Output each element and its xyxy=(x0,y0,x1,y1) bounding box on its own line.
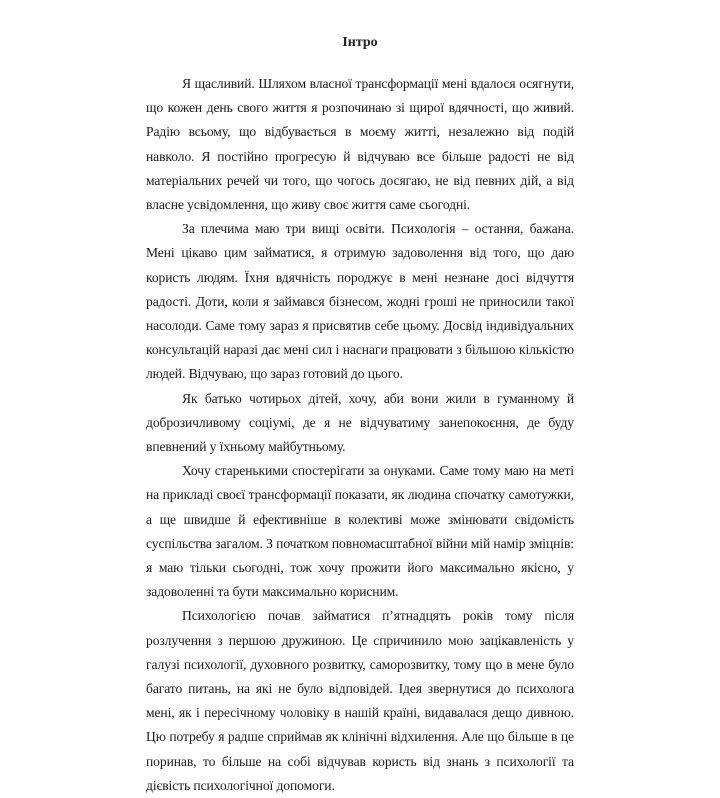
paragraph-3: Як батько чотирьох дітей, хочу, аби вони жили в гуманному й доброзичливому соціумі, де я не відчуватиму занепокоєння, де буду впевнений у їхньому майбутньому. xyxy=(146,390,574,455)
paragraph-2: За плечима маю три вищі освіти. Психологія – остання, бажана. Мені цікаво цим займатися, я отримую задоволення від того, що даю користь людям. Їхня вдячність породжує в мені незнане досі відчуття радості. Доти, коли я займався бізнесом, жодні гроші не приносили такої насолоди. Саме тому зараз я присвятив себе цьому. Досвід індивідуальних консультацій наразі дає мені сил і наснаги працювати з більшою кількістю людей. Відчуваю, що зараз готовий до цього. xyxy=(146,221,574,382)
paragraph-4: Хочу старенькими спостерігати за онуками. Саме тому маю на меті на прикладі своєї трансформації показати, як людина спочатку самотужки, а ще швидше й ефективніше в колективі може змінювати свідомість суспільства загалом. З початком повномасштабної війни мій намір зміцнів: я маю тільки сьогодні, тож хочу прожити його максимально якісно, у задоволенні та бути максимально корисним. xyxy=(146,463,574,600)
document-page xyxy=(146,32,574,798)
document-title: Інтро xyxy=(342,35,378,50)
paragraph-5: Психологією почав займатися п’ятнадцять років тому після розлучення з першою дружиною. Це спричинило мою зацікавленість у галузі психології, духовного розвитку, саморозвитку, тому що в мене було багато питань, на які не було відповідей. Ідея звернутися до психолога мені, як і пересічному чоловіку в нашій країні, видавалася дещо дивною. Цю потребу я радше сприймав як клінічні відхилення. Але що більше в це поринав, то більше на собі відчував користь від знань з психології та дієвість психологічної допомоги. xyxy=(146,608,574,793)
paragraph-1: Я щасливий. Шляхом власної трансформації мені вдалося осягнути, що кожен день свого життя я розпочинаю зі щирої вдячності, що живий. Радію всьому, що відбувається в моєму житті, незалежно від подій навколо. Я постійно прогресую й відчуваю все більше радості не від матеріальних речей чи того, що чогось досягаю, не від певних дій, а від власне усвідомлення, що живу своє життя саме сьогодні. xyxy=(146,76,574,213)
